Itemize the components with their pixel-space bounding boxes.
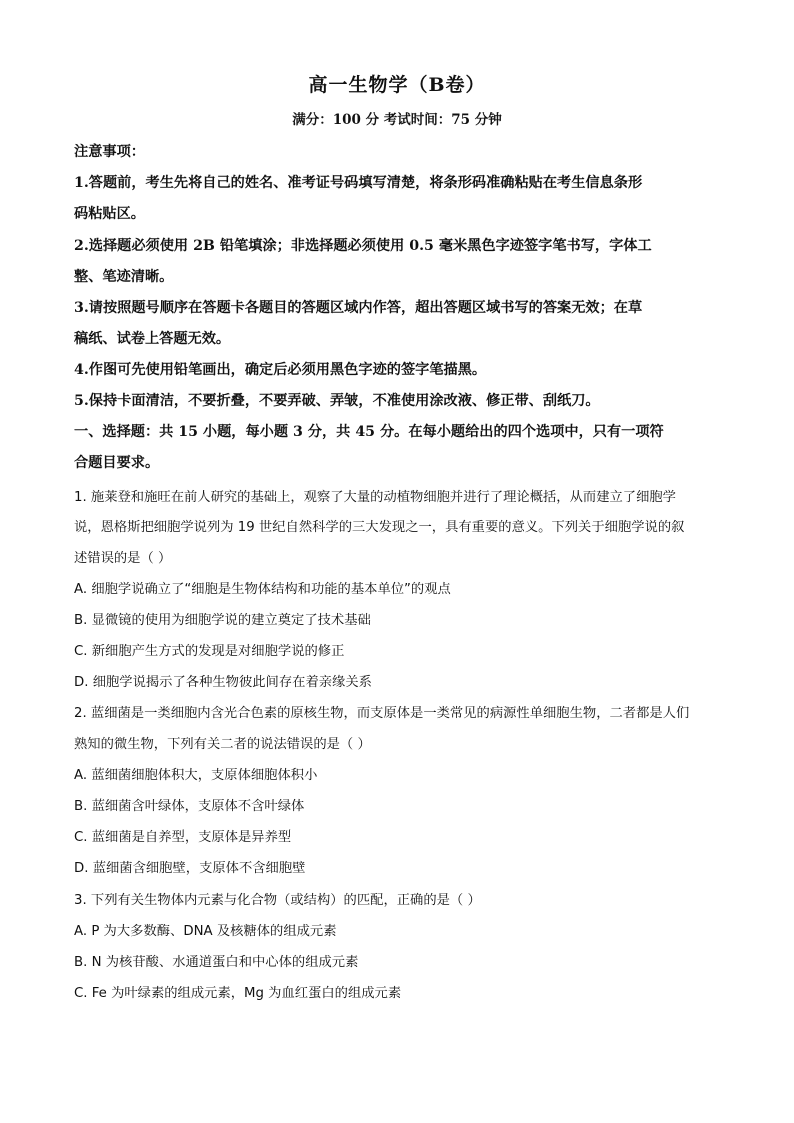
page-title: 高一生物学（B卷） xyxy=(308,74,486,96)
question-text: 2. 蓝细菌是一类细胞内含光合色素的原核生物，而支原体是一类常见的病源性单细胞生物，二者都是人们 xyxy=(74,706,690,721)
section-heading: 合题目要求。 xyxy=(74,455,160,471)
answer-option: A. 细胞学说确立了“细胞是生物体结构和功能的基本单位”的观点 xyxy=(74,582,451,597)
answer-option: A. 蓝细菌细胞体积大，支原体细胞体积小 xyxy=(74,768,318,783)
notice-item: 5.保持卡面清洁，不要折叠，不要弄破、弄皱，不准使用涂改液、修正带、刮纸刀。 xyxy=(74,393,600,409)
notice-item: 1.答题前，考生先将自己的姓名、准考证号码填写清楚，将条形码准确粘贴在考生信息条形 xyxy=(74,175,643,191)
notice-heading: 注意事项： xyxy=(74,144,145,160)
answer-option: A. P 为大多数酶、DNA 及核糖体的组成元素 xyxy=(74,924,337,939)
notice-item: 码粘贴区。 xyxy=(74,206,145,222)
notice-item: 3.请按照题号顺序在答题卡各题目的答题区域内作答，超出答题区域书写的答案无效；在草 xyxy=(74,300,643,316)
notice-item: 4.作图可先使用铅笔画出，确定后必须用黑色字迹的签字笔描黑。 xyxy=(74,362,487,378)
answer-option: B. N 为核苷酸、水通道蛋白和中心体的组成元素 xyxy=(74,955,359,970)
question-text: 说，恩格斯把细胞学说列为 19 世纪自然科学的三大发现之一，具有重要的意义。下列关于细胞学说的叙 xyxy=(74,520,685,535)
question-text: 述错误的是（ ） xyxy=(74,551,172,566)
section-heading: 一、选择题：共 15 小题，每小题 3 分，共 45 分。在每小题给出的四个选项中，只有一项符 xyxy=(74,424,664,440)
answer-option: C. 新细胞产生方式的发现是对细胞学说的修正 xyxy=(74,644,345,659)
answer-option: D. 蓝细菌含细胞壁，支原体不含细胞壁 xyxy=(74,861,306,876)
answer-option: C. 蓝细菌是自养型，支原体是异养型 xyxy=(74,830,292,845)
answer-option: B. 蓝细菌含叶绿体，支原体不含叶绿体 xyxy=(74,799,305,814)
notice-item: 整、笔迹清晰。 xyxy=(74,269,174,285)
notice-item: 稿纸、试卷上答题无效。 xyxy=(74,331,231,347)
notice-item: 2.选择题必须使用 2B 铅笔填涂；非选择题必须使用 0.5 毫米黑色字迹签字笔书写，字体工 xyxy=(74,238,652,254)
question-text: 1. 施莱登和施旺在前人研究的基础上，观察了大量的动植物细胞并进行了理论概括，从而建立了细胞学 xyxy=(74,490,676,505)
question-text: 熟知的微生物，下列有关二者的说法错误的是（ ） xyxy=(74,737,371,752)
answer-option: B. 显微镜的使用为细胞学说的建立奠定了技术基础 xyxy=(74,613,371,628)
exam-info: 满分：100 分 考试时间：75 分钟 xyxy=(292,112,502,128)
answer-option: C. Fe 为叶绿素的组成元素，Mg 为血红蛋白的组成元素 xyxy=(74,986,402,1001)
answer-option: D. 细胞学说揭示了各种生物彼此间存在着亲缘关系 xyxy=(74,675,372,690)
question-text: 3. 下列有关生物体内元素与化合物（或结构）的匹配，正确的是（ ） xyxy=(74,893,481,908)
